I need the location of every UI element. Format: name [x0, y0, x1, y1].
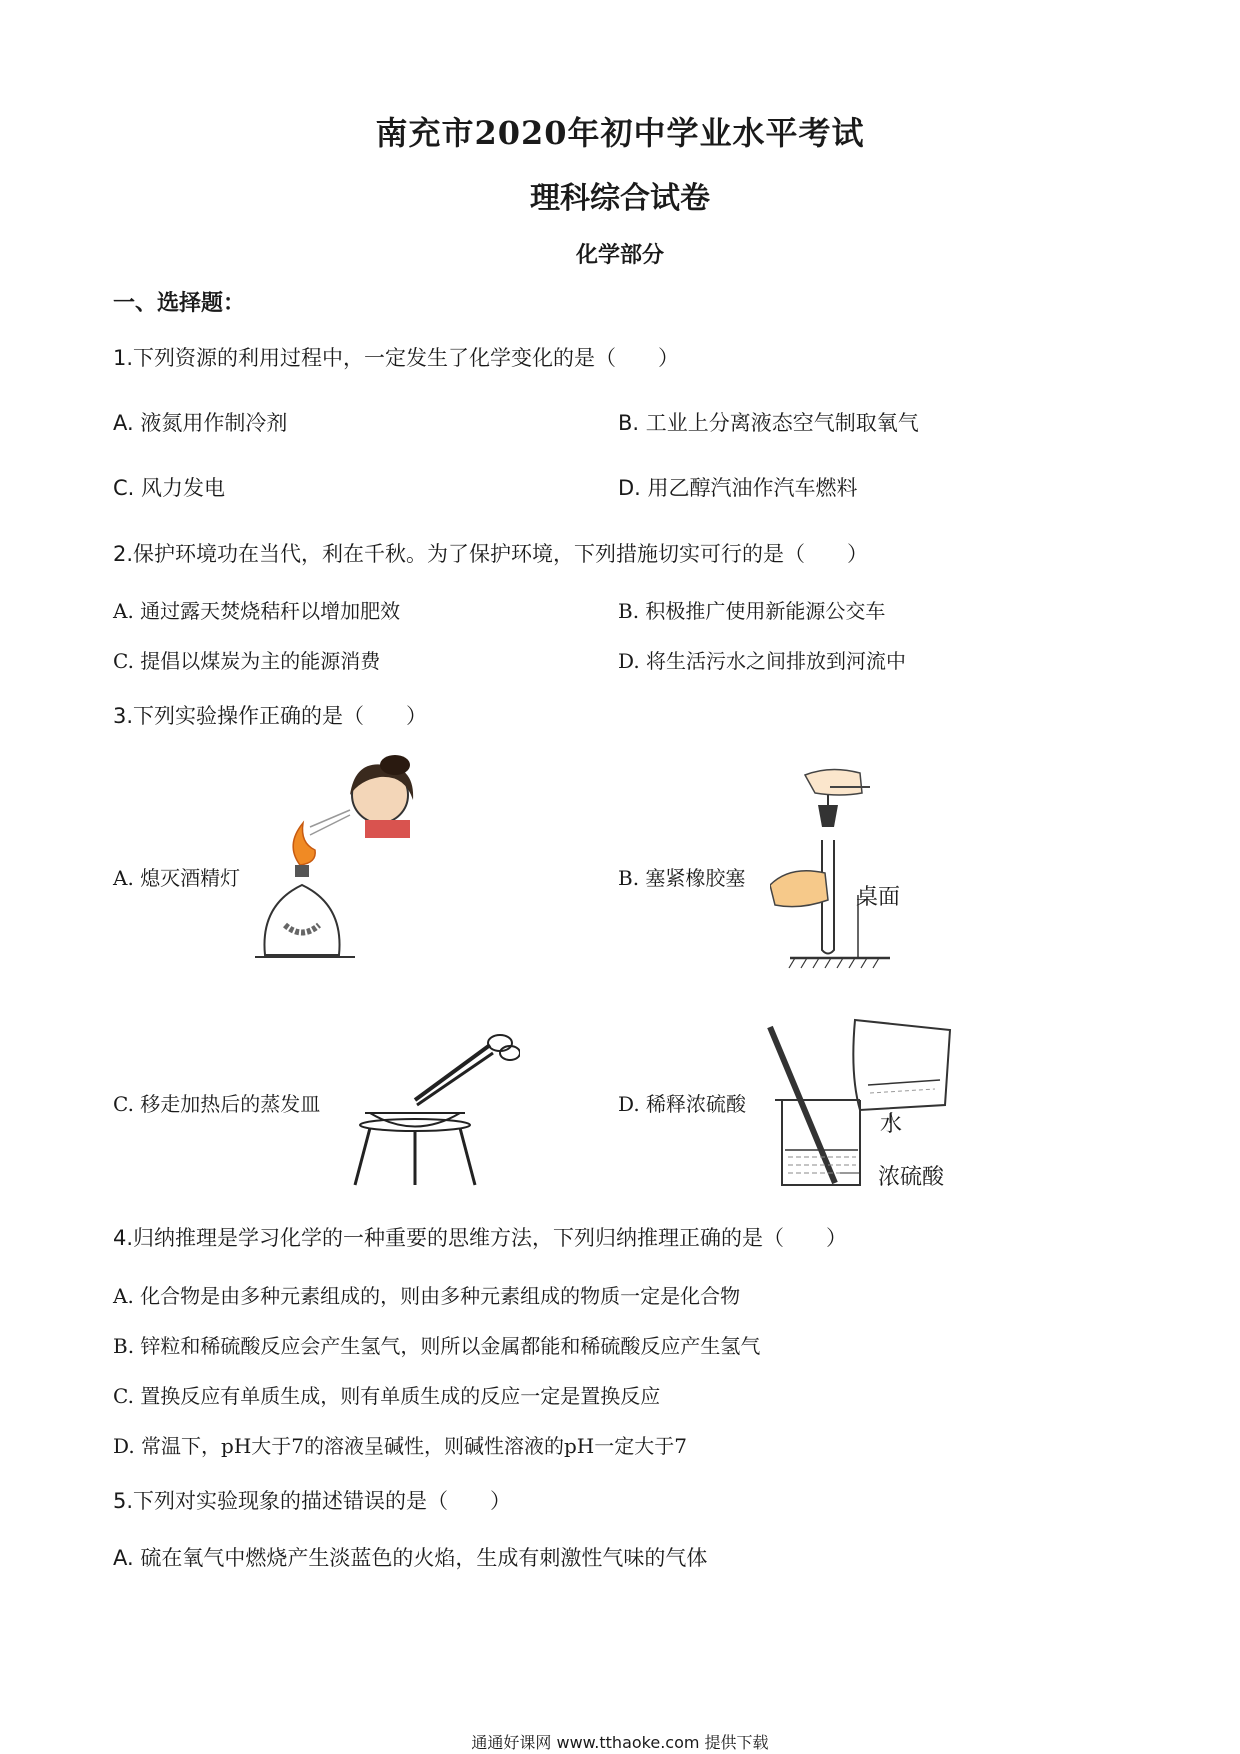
- rubber-stopper-figure: [770, 765, 900, 970]
- q3-option-b[interactable]: B. 塞紧橡胶塞: [618, 866, 746, 890]
- water-label: 水: [880, 1112, 903, 1137]
- q4-option-b[interactable]: B. 锌粒和稀硫酸反应会产生氢气，则所以金属都能和稀硫酸反应产生氢气: [113, 1334, 761, 1358]
- footer-text: 通通好课网 www.tthaoke.com 提供下载: [471, 1733, 769, 1752]
- part-heading: 化学部分: [575, 243, 664, 268]
- q3-option-d[interactable]: D. 稀释浓硫酸: [618, 1092, 747, 1116]
- q4-option-a[interactable]: A. 化合物是由多种元素组成的，则由多种元素组成的物质一定是化合物: [113, 1284, 741, 1308]
- q3-option-c[interactable]: C. 移走加热后的蒸发皿: [113, 1092, 321, 1116]
- question-2-stem: 2.保护环境功在当代，利在千秋。为了保护环境，下列措施切实可行的是（ ）: [113, 542, 869, 566]
- q1-option-d[interactable]: D. 用乙醇汽油作汽车燃料: [618, 476, 858, 500]
- q4-option-c[interactable]: C. 置换反应有单质生成，则有单质生成的反应一定是置换反应: [113, 1384, 661, 1408]
- acid-label: 浓硫酸: [878, 1165, 945, 1190]
- alcohol-lamp-figure: [255, 755, 415, 970]
- page-title: 南充市2020年初中学业水平考试: [375, 114, 865, 152]
- question-4-stem: 4.归纳推理是学习化学的一种重要的思维方法，下列归纳推理正确的是（ ）: [113, 1226, 848, 1250]
- q4-option-d[interactable]: D. 常温下，pH大于7的溶液呈碱性，则碱性溶液的pH一定大于7: [113, 1434, 687, 1458]
- q1-option-b[interactable]: B. 工业上分离液态空气制取氧气: [618, 411, 919, 435]
- q2-option-a[interactable]: A. 通过露天焚烧秸秆以增加肥效: [113, 599, 401, 623]
- q2-option-c[interactable]: C. 提倡以煤炭为主的能源消费: [113, 649, 381, 673]
- q2-option-b[interactable]: B. 积极推广使用新能源公交车: [618, 599, 886, 623]
- evaporating-dish-figure: [345, 1025, 520, 1190]
- q1-option-c[interactable]: C. 风力发电: [113, 476, 226, 500]
- q3-option-a[interactable]: A. 熄灭酒精灯: [113, 866, 241, 890]
- q2-option-d[interactable]: D. 将生活污水之间排放到河流中: [618, 649, 907, 673]
- q1-option-a[interactable]: A. 液氮用作制冷剂: [113, 411, 288, 435]
- question-3-stem: 3.下列实验操作正确的是（ ）: [113, 704, 428, 728]
- table-label: 桌面: [856, 885, 901, 910]
- q5-option-a[interactable]: A. 硫在氧气中燃烧产生淡蓝色的火焰，生成有刺激性气味的气体: [113, 1546, 708, 1570]
- question-5-stem: 5.下列对实验现象的描述错误的是（ ）: [113, 1489, 512, 1513]
- page-subtitle: 理科综合试卷: [530, 181, 710, 216]
- question-1-stem: 1.下列资源的利用过程中，一定发生了化学变化的是（ ）: [113, 346, 680, 370]
- section-heading: 一、选择题：: [113, 291, 246, 316]
